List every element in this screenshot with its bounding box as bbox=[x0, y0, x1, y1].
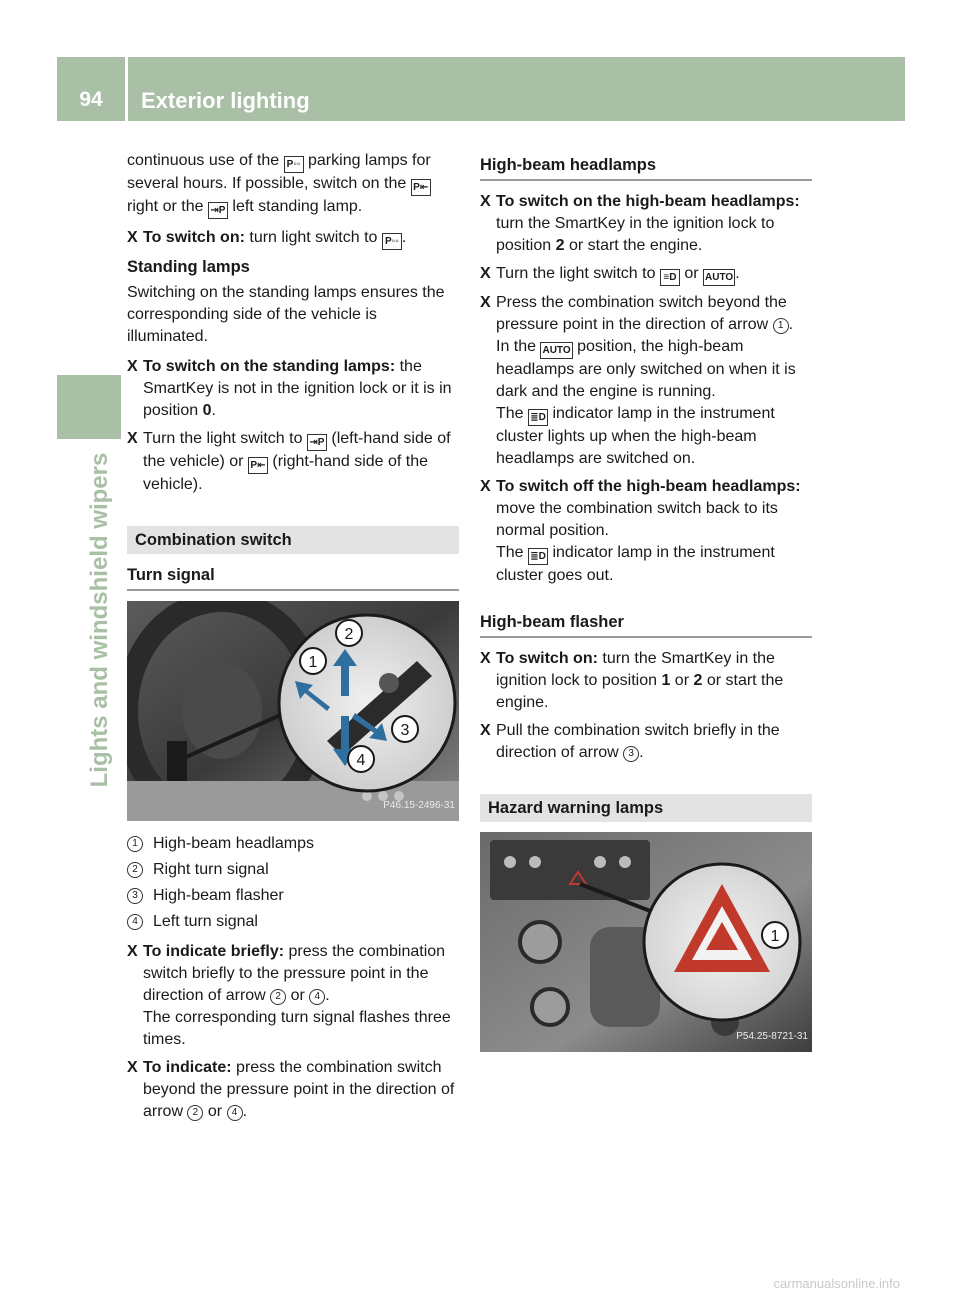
hazard-switch-figure bbox=[480, 832, 812, 1052]
high-beam-flasher-heading: High-beam flasher bbox=[480, 611, 812, 638]
step-hb-on: X To switch on the high-beam headlamps: turn the SmartKey in the ignition lock to position 2 or start the engine. bbox=[480, 193, 800, 254]
auto-icon: AUTO bbox=[540, 342, 572, 359]
callout-1-label: 1 bbox=[308, 654, 318, 671]
combination-switch-heading: Combination switch bbox=[127, 526, 459, 554]
auto-icon: AUTO bbox=[703, 269, 735, 286]
standing-lamps-heading: Standing lamps bbox=[127, 258, 250, 276]
high-beam-indicator-icon: ≣D bbox=[528, 409, 548, 426]
step-marker: X bbox=[480, 294, 491, 311]
right-standing-lamp-icon: P⇤ bbox=[411, 179, 431, 196]
standing-lamps-paragraph: Switching on the standing lamps ensures the corresponding side of the vehicle is illuminated. bbox=[127, 284, 445, 345]
step-marker: X bbox=[480, 722, 491, 739]
figure-code: P46.15-2496-31 bbox=[383, 800, 455, 811]
callout-3-label: 3 bbox=[400, 722, 410, 739]
left-column bbox=[127, 150, 459, 1129]
low-beam-icon: ≡D bbox=[660, 269, 680, 286]
legend-item: 1 High-beam headlamps bbox=[127, 833, 459, 855]
legend-item: 2 Right turn signal bbox=[127, 859, 459, 881]
figure-code: P54.25-8721-31 bbox=[736, 1031, 808, 1042]
step-standing-1: X To switch on the standing lamps: the SmartKey is not in the ignition lock or it is in position 0. bbox=[127, 358, 452, 419]
header-divider bbox=[125, 57, 128, 121]
footer-watermark: carmanualsonline.info bbox=[773, 1276, 900, 1291]
right-standing-lamp-icon: P⇤ bbox=[248, 457, 268, 474]
step-marker: X bbox=[127, 358, 138, 375]
callout-4-label: 4 bbox=[356, 752, 366, 769]
hazard-warning-lamps-heading: Hazard warning lamps bbox=[480, 794, 812, 822]
chapter-label: Lights and windshield wipers bbox=[86, 452, 113, 788]
step-indicate: X To indicate: press the combination switch beyond the pressure point in the direction of arrow 2 or 4 . bbox=[127, 1059, 455, 1120]
high-beam-headlamps-heading: High-beam headlamps bbox=[480, 154, 812, 181]
step-hb-switch: X Turn the light switch to ≡D or AUTO . bbox=[480, 263, 812, 286]
step-flasher-pull: X Pull the combination switch briefly in the direction of arrow 3 . bbox=[480, 722, 780, 761]
page-title: Exterior lighting bbox=[141, 88, 310, 113]
figure-legend bbox=[127, 833, 459, 933]
step-marker: X bbox=[127, 943, 138, 960]
high-beam-indicator-icon: ≣D bbox=[528, 548, 548, 565]
parking-lamp-icon: P◦◦ bbox=[284, 156, 304, 173]
combination-switch-illustration bbox=[127, 601, 459, 821]
step-parking-on: X To switch on: turn light switch to P◦◦ . bbox=[127, 227, 459, 250]
turn-signal-heading: Turn signal bbox=[127, 564, 459, 591]
callout-1-label: 1 bbox=[770, 928, 780, 945]
step-hb-off: X To switch off the high-beam headlamps: move the combination switch back to its normal position. The ≣D indicator lamp in the instrument cluster goes out. bbox=[480, 478, 801, 584]
right-column bbox=[480, 150, 812, 1064]
step-hb-press: X Press the combination switch beyond the pressure point in the direction of arrow 1 . In the AUTO position, the high-beam headlamps are only switched on when it is dark and the engine is running. The ≣D indicator lamp in the instrument cluster lights up when the high-beam headlamps are switched on. bbox=[480, 294, 796, 467]
step-marker: X bbox=[127, 229, 138, 246]
intro-paragraph: continuous use of the P◦◦ parking lamps for several hours. If possible, switch on the P⇤ right or the ⇥P left standing lamp. bbox=[127, 150, 459, 219]
left-standing-lamp-icon: ⇥P bbox=[208, 202, 228, 219]
step-marker: X bbox=[480, 193, 491, 210]
legend-item: 4 Left turn signal bbox=[127, 911, 459, 933]
step-marker: X bbox=[480, 650, 491, 667]
step-indicate-briefly: X To indicate briefly: press the combination switch briefly to the pressure point in the direction of arrow 2 or 4 . The corresponding turn signal flashes three times. bbox=[127, 943, 451, 1048]
step-marker: X bbox=[480, 265, 491, 282]
parking-lamp-icon: P◦◦ bbox=[382, 233, 402, 250]
combination-switch-figure bbox=[127, 601, 459, 821]
legend-item: 3 High-beam flasher bbox=[127, 885, 459, 907]
step-standing-2: X Turn the light switch to ⇥P (left-hand side of the vehicle) or P⇤ (right-hand side of the vehicle). bbox=[127, 430, 451, 493]
left-standing-lamp-icon: ⇥P bbox=[307, 434, 327, 451]
step-flasher-on: X To switch on: turn the SmartKey in the ignition lock to position 1 or 2 or start the engine. bbox=[480, 650, 784, 711]
step-marker: X bbox=[127, 430, 138, 447]
hazard-switch-illustration bbox=[480, 832, 812, 1052]
side-tab bbox=[57, 375, 121, 439]
callout-2-label: 2 bbox=[344, 626, 354, 643]
step-marker: X bbox=[127, 1059, 138, 1076]
page-number: 94 bbox=[79, 88, 103, 111]
step-marker: X bbox=[480, 478, 491, 495]
